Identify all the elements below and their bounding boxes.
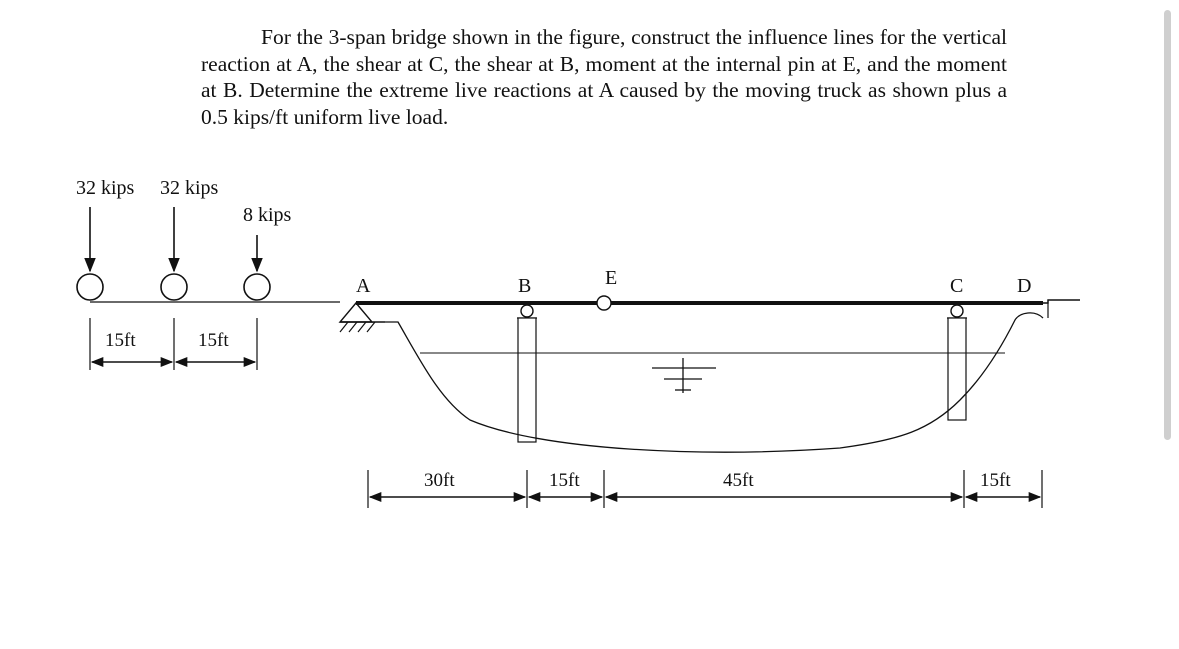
point-label-b: B (518, 275, 532, 297)
pin-support-a (340, 303, 372, 322)
wheel-1 (77, 274, 103, 300)
load-label-3: 8 kips (243, 204, 292, 226)
river-bed (385, 313, 1043, 452)
support-hatch (340, 322, 375, 332)
truck (76, 177, 340, 370)
span-label-ab: 30ft (424, 470, 455, 491)
spacing-label-1: 15ft (105, 330, 136, 351)
water-symbol (652, 358, 716, 393)
point-label-c: C (950, 275, 964, 297)
internal-pin-e (597, 296, 611, 310)
span-label-be: 15ft (549, 470, 580, 491)
load-label-2: 32 kips (160, 177, 219, 199)
spacing-label-2: 15ft (198, 330, 229, 351)
span-label-ec: 45ft (723, 470, 754, 491)
load-label-1: 32 kips (76, 177, 135, 199)
span-label-cd: 15ft (980, 470, 1011, 491)
bridge (340, 267, 1080, 508)
pier-b (518, 318, 536, 442)
roller-c (951, 305, 963, 317)
point-label-a: A (356, 275, 371, 297)
problem-text: For the 3-span bridge shown in the figure, construct the influence lines for the vertical reaction at A, the shear at C, the shear at B, moment at the internal pin at E, and the moment at B. Determine the extreme live reactions at A caused by the moving truck as shown plus a 0.5 kips/ft uniform live load. (201, 25, 1007, 129)
wheel-3 (244, 274, 270, 300)
pier-c (948, 318, 966, 420)
wheel-2 (161, 274, 187, 300)
point-label-d: D (1017, 275, 1032, 297)
roller-b (521, 305, 533, 317)
point-label-e: E (605, 267, 618, 289)
